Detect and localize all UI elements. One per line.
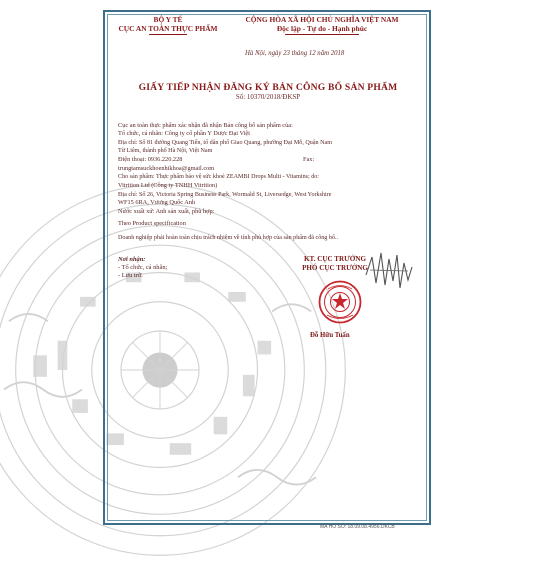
- official-seal-icon: [318, 280, 362, 324]
- body-fax: Fax:: [303, 156, 315, 163]
- record-code: MA HO SO: 18.09.08.4956.DKCB: [320, 524, 395, 530]
- right-header-rule: [285, 34, 359, 35]
- nation-motto: Độc lập - Tự do - Hạnh phúc: [276, 24, 368, 33]
- body-org: Tổ chức, cá nhân: Công ty cổ phần Y Dược Đại Việt: [118, 130, 250, 137]
- body-address-1: Địa chỉ: Số 81 đường Quang Tiến, tổ dân phố Giao Quang, phường Đại Mỗ, Quận Nam: [118, 140, 332, 146]
- nation-header: [222, 15, 422, 33]
- agency-name: CỤC AN TOÀN THỰC PHẨM: [118, 24, 218, 33]
- signer-name: Đỗ Hữu Tuấn: [310, 332, 350, 339]
- body-address-2: Từ Liêm, thành phố Hà Nội, Việt Nam: [118, 148, 213, 154]
- signature-title-line2: PHÓ CỤC TRƯỞNG: [302, 263, 368, 272]
- signature-title-line1: KT. CỤC TRƯỞNG: [304, 255, 366, 263]
- body-product-1: Cho sản phẩm: Thực phẩm bảo vệ sức khoẻ ZEAMBI Drops Multi - Vitamins; do:: [118, 174, 319, 180]
- recipient-item: - Lưu trữ.: [118, 272, 143, 279]
- document-number: Số: 10370/2018/ĐKSP: [235, 93, 301, 101]
- body-product-2: Vitrition Ltd (Công ty TNHH Vitrition): [118, 182, 218, 189]
- body-phone: Điện thoại: 0936.220.228: [118, 156, 183, 163]
- body-email: trungtamsuckhoenhikhoa@gmail.com: [118, 165, 215, 172]
- ministry-name: BỘ Y TẾ: [153, 15, 183, 24]
- body-responsibility: Doanh nghiệp phải hoàn toàn chịu trách nhiệm về tính phù hợp của sản phẩm đã công bố..: [118, 235, 339, 241]
- recipient-item: - Tổ chức, cá nhân;: [118, 264, 168, 271]
- body-spec: Theo Product specification: [118, 220, 186, 227]
- issue-date: Hà Nội, ngày 23 tháng 12 năm 2018: [245, 50, 345, 57]
- ministry-header: [118, 15, 218, 33]
- nation-name: CỘNG HÒA XÃ HỘI CHỦ NGHĨA VIỆT NAM: [245, 15, 399, 24]
- body-maker-address-2: WF15 6RA, Vương Quốc Anh: [118, 199, 196, 206]
- recipients-block: [118, 256, 167, 280]
- body-origin: Nước xuất xứ: Anh sản xuất, phù hợp:: [118, 208, 215, 215]
- body-maker-address-1: Địa chỉ: Số 26, Victoria Spring Business Park, Wormald St, Liversedge, West Yorkshire: [118, 192, 332, 198]
- recipients-label: Nơi nhận:: [118, 256, 146, 263]
- handwritten-signature: [362, 245, 417, 300]
- document-title: GIẤY TIẾP NHẬN ĐĂNG KÝ BẢN CÔNG BỐ SẢN PHẨM: [138, 82, 398, 93]
- left-header-rule: [149, 34, 187, 35]
- body-intro: Cục an toàn thực phẩm xác nhận đã nhận Bản công bố sản phẩm của:: [118, 122, 293, 129]
